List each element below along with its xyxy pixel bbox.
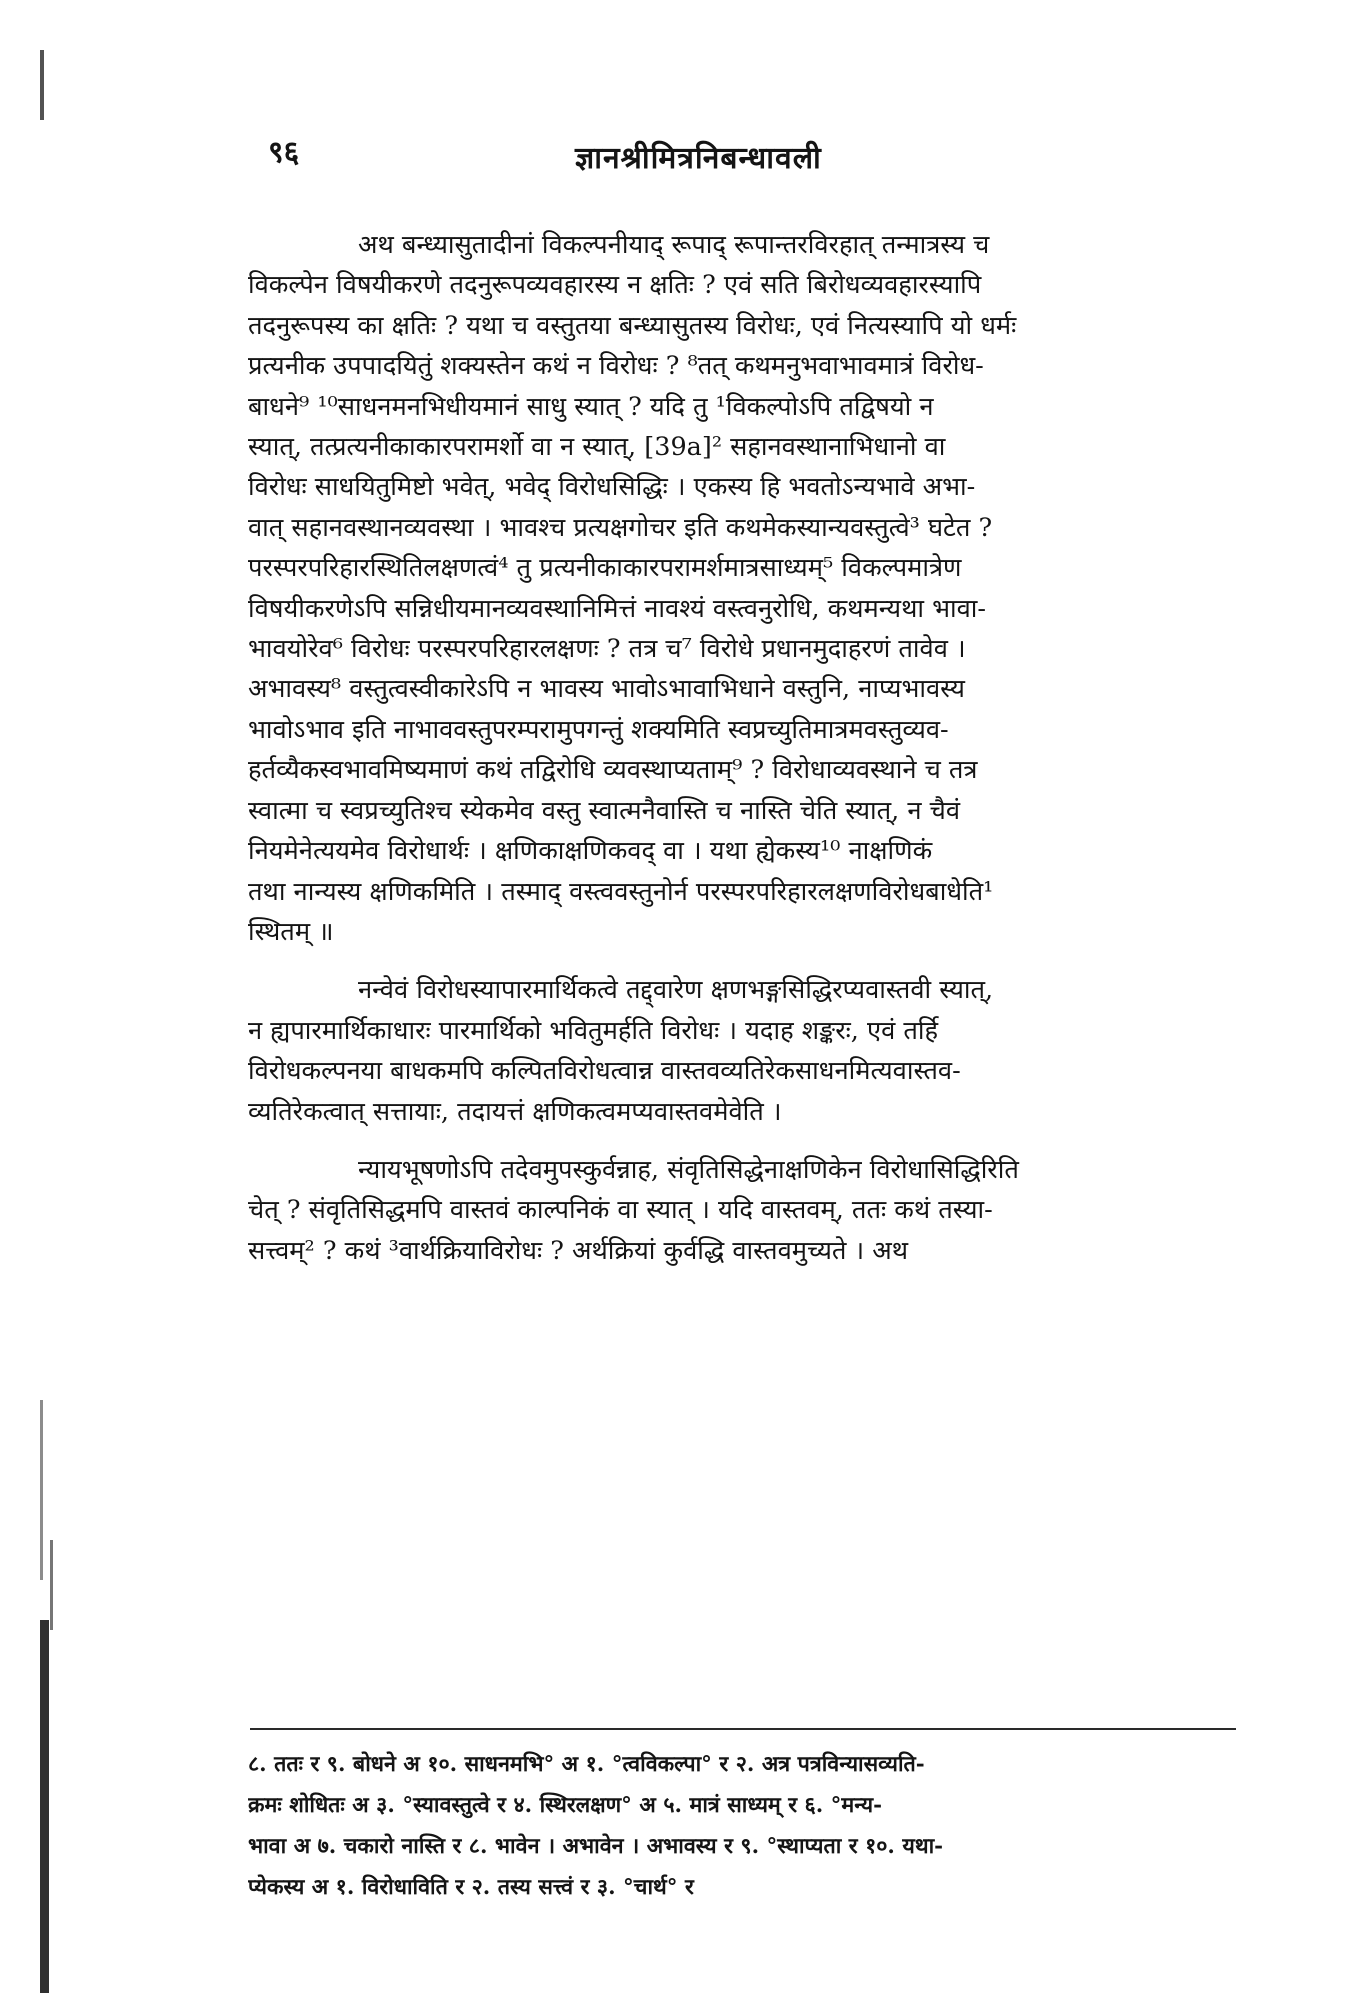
scan-binding-shadow [50,1540,53,1630]
page-number: ९६ [268,135,300,170]
text-line: विरोधः साधयितुमिष्टो भवेत्, भवेद् विरोधसिद्धिः । एकस्य हि भवतोऽन्यभावे अभा- [248,472,976,503]
text-line: स्यात्, तत्प्रत्यनीकाकारपरामर्शो वा न स्यात्, [39a]² सहानवस्थानाभिधानो वा [248,432,946,463]
text-line: चेत् ? संवृतिसिद्धमपि वास्तवं काल्पनिकं वा स्यात् । यदि वास्तवम्, ततः कथं तस्या- [248,1195,993,1226]
scan-binding-shadow [40,50,44,120]
footnotes [248,1744,1233,1908]
text-line: अभावस्य⁸ वस्तुत्वस्वीकारेऽपि न भावस्य भावोऽभावाभिधाने वस्तुनि, नाप्यभावस्य [248,674,965,705]
text-line: वात् सहानवस्थानव्यवस्था । भावश्च प्रत्यक्षगोचर इति कथमेकस्यान्यवस्तुत्वे³ घटेत ? [248,512,993,543]
footnote-line: भावा अ ७. चकारो नास्ति र ८. भावेन । अभावेन । अभावस्य र ९. °स्थाप्यता र १०. यथा- [248,1834,944,1859]
text-line: स्थितम् ॥ [248,916,334,947]
text-line: परस्परपरिहारस्थितिलक्षणत्वं⁴ तु प्रत्यनीकाकारपरामर्शमात्रसाध्यम्⁵ विकल्पमात्रेण [248,553,962,584]
text-line: अथ बन्ध्यासुतादीनां विकल्पनीयाद् रूपाद् रूपान्तरविरहात् तन्मात्रस्य च [358,230,990,260]
text-line: भावोऽभाव इति नाभाववस्तुपरम्परामुपगन्तुं शक्यमिति स्वप्रच्युतिमात्रमवस्तुव्यव- [248,714,949,745]
text-line: विरोधकल्पनया बाधकमपि कल्पितविरोधत्वान्न वास्तवव्यतिरेकसाधनमित्यवास्तव- [248,1056,961,1087]
footnote-line: ८. ततः र ९. बोधने अ १०. साधनमभि° अ १. °त्वविकल्पा° र २. अत्र पत्रविन्यासव्यति- [248,1752,925,1777]
text-line: सत्त्वम्² ? कथं ³वार्थक्रियाविरोधः ? अर्थक्रियां कुर्वद्धि वास्तवमुच्यते । अथ [248,1235,909,1266]
scan-binding-shadow [40,1620,49,1993]
paragraph [248,1150,1233,1271]
footnote-divider [250,1728,1236,1730]
scan-binding-shadow [40,1400,43,1580]
text-line: नन्वेवं विरोधस्यापारमार्थिकत्वे तद्द्वारेण क्षणभङ्गसिद्धिरप्यवास्तवी स्यात्, [358,975,994,1006]
paragraph [248,225,1233,952]
text-line: विषयीकरणेऽपि सन्निधीयमानव्यवस्थानिमित्तं नावश्यं वस्त्वनुरोधि, कथमन्यथा भावा- [248,593,987,624]
main-text [248,225,1233,1271]
running-title: ज्ञानश्रीमित्रनिबन्धावली [575,141,822,176]
footnote-line: क्रमः शोधितः अ ३. °स्यावस्तुत्वे र ४. स्थिरलक्षण° अ ५. मात्रं साध्यम् र ६. °मन्य- [248,1793,883,1818]
footnote-line: प्येकस्य अ १. विरोधाविति र २. तस्य सत्त्वं र ३. °चार्थ° र [248,1875,694,1900]
paragraph [248,970,1233,1132]
text-line: भावयोरेव⁶ विरोधः परस्परपरिहारलक्षणः ? तत्र च⁷ विरोधे प्रधानमुदाहरणं तावेव । [248,634,966,665]
text-line: बाधने⁹ ¹⁰साधनमनभिधीयमानं साधु स्यात् ? यदि तु ¹विकल्पोऽपि तद्विषयो न [248,391,934,422]
text-line: विकल्पेन विषयीकरणे तदनुरूपव्यवहारस्य न क्षतिः ? एवं सति बिरोधव्यवहारस्यापि [248,270,982,301]
text-line: तथा नान्यस्य क्षणिकमिति । तस्माद् वस्त्ववस्तुनोर्न परस्परपरिहारलक्षणविरोधबाधेति¹ [248,876,994,907]
text-line: व्यतिरेकत्वात् सत्तायाः, तदायत्तं क्षणिकत्वमप्यवास्तवमेवेति । [248,1096,782,1127]
text-line: स्वात्मा च स्वप्रच्युतिश्च स्येकमेव वस्तु स्वात्मनैवास्ति च नास्ति चेति स्यात्, न चैवं [248,795,961,826]
text-line: न्यायभूषणोऽपि तदेवमुपस्कुर्वन्नाह, संवृतिसिद्धेनाक्षणिकेन विरोधासिद्धिरिति [358,1154,1019,1185]
text-line: न ह्यपारमार्थिकाधारः पारमार्थिको भवितुमर्हति विरोधः । यदाह शङ्करः, एवं तर्हि [248,1015,939,1046]
text-line: नियमेनेत्ययमेव विरोधार्थः । क्षणिकाक्षणिकवद् वा । यथा ह्येकस्य¹⁰ नाक्षणिकं [248,836,933,867]
text-line: प्रत्यनीक उपपादयितुं शक्यस्तेन कथं न विरोधः ? ⁸तत् कथमनुभवाभावमात्रं विरोध- [248,351,984,382]
text-line: हर्तव्यैकस्वभावमिष्यमाणं कथं तद्विरोधि व्यवस्थाप्यताम्⁹ ? विरोधाव्यवस्थाने च तत्र [248,755,978,786]
text-line: तदनुरूपस्य का क्षतिः ? यथा च वस्तुतया बन्ध्यासुतस्य विरोधः, एवं नित्यस्यापि यो धर्मः [248,310,1017,341]
